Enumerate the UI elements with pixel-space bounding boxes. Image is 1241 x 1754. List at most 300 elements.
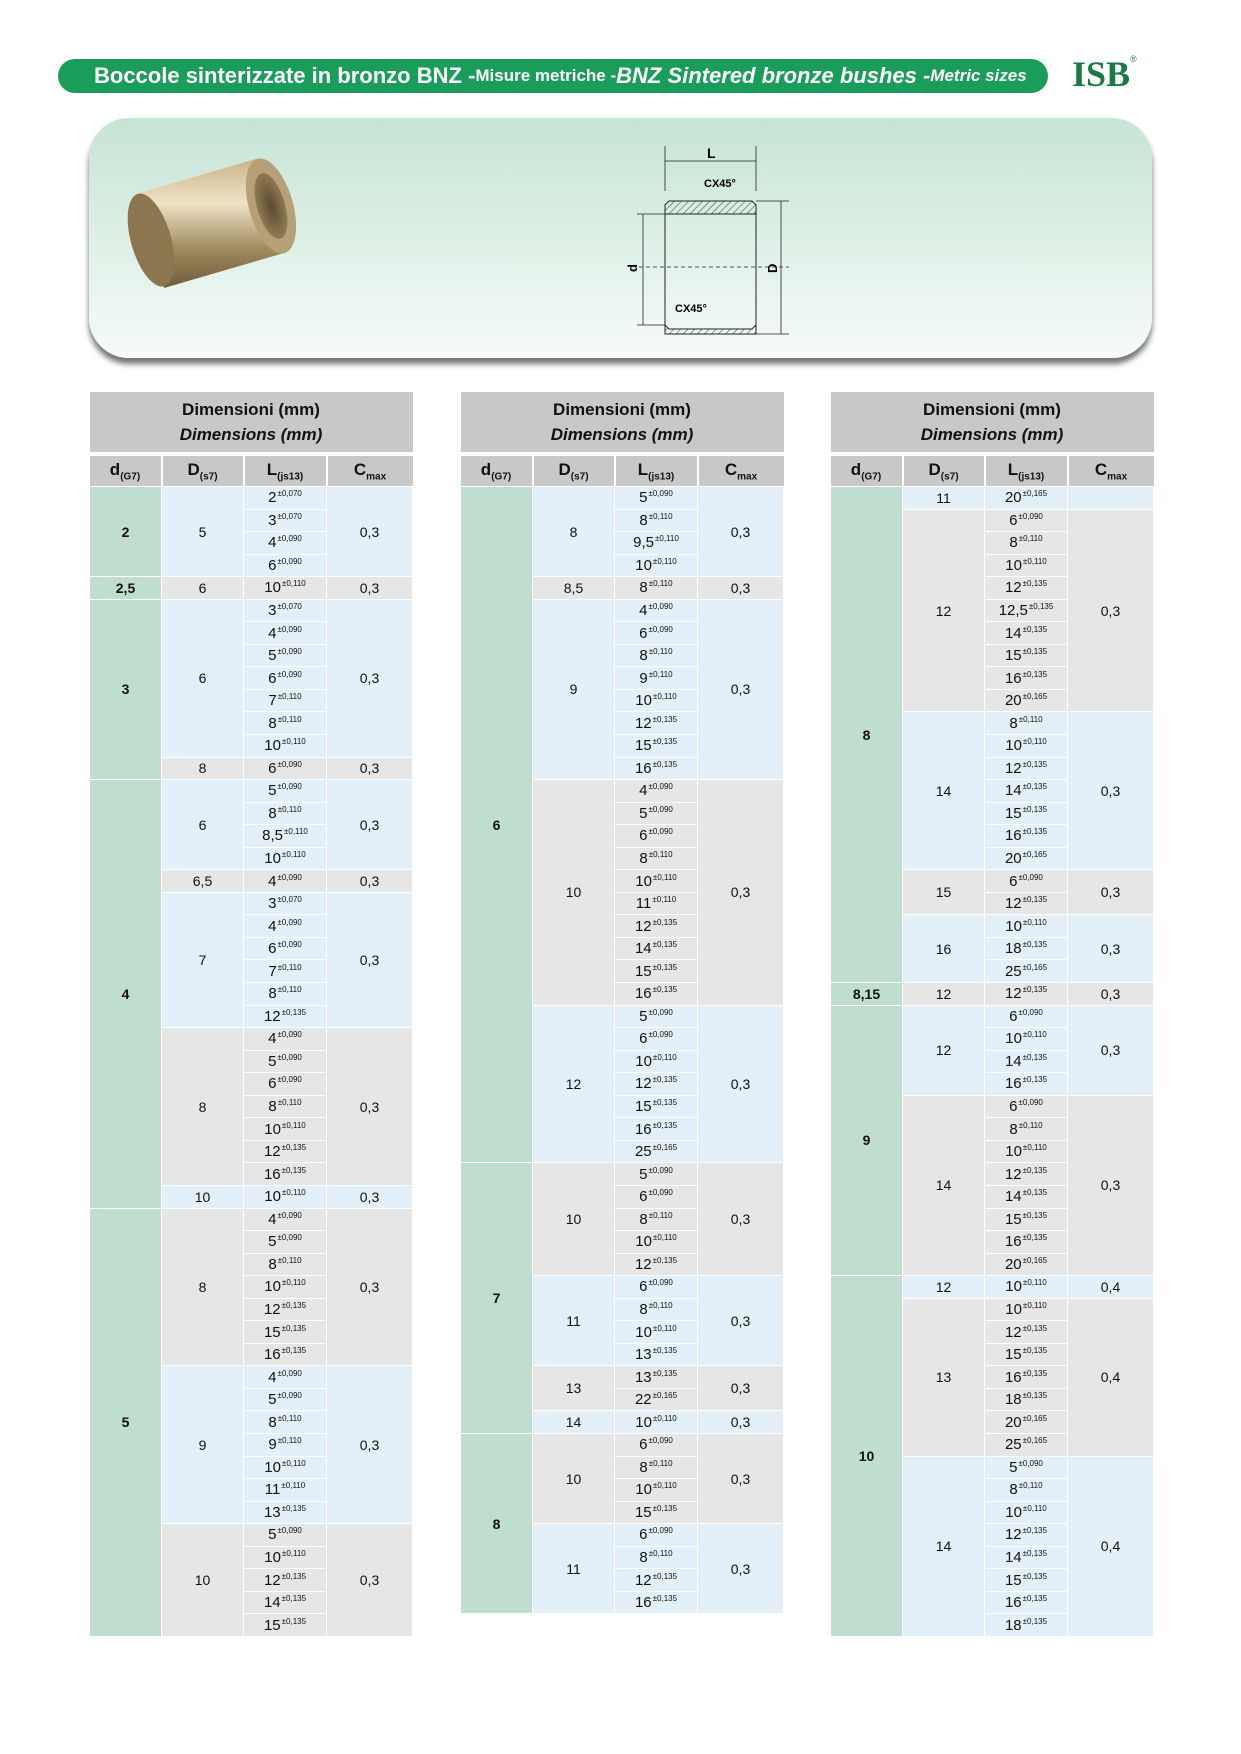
L-cell bbox=[615, 1298, 698, 1321]
L-cell bbox=[615, 757, 698, 780]
L-cell bbox=[615, 825, 698, 848]
L-value: 15 bbox=[1004, 1210, 1022, 1228]
D-cell: 11 bbox=[903, 487, 985, 510]
L-cell bbox=[615, 644, 698, 667]
L-tolerance: ±0,110 bbox=[281, 579, 306, 589]
L-tolerance: ±0,090 bbox=[277, 1526, 302, 1536]
L-value: 10 bbox=[1005, 1030, 1022, 1048]
L-tolerance: ±0,110 bbox=[1022, 1143, 1047, 1153]
L-value: 5 bbox=[268, 782, 277, 800]
L-tolerance: ±0,110 bbox=[652, 1052, 677, 1062]
L-value: 12 bbox=[634, 714, 652, 732]
L-tolerance: ±0,110 bbox=[281, 850, 306, 860]
L-value: 14 bbox=[1004, 1052, 1022, 1070]
col-D-header bbox=[162, 454, 244, 487]
L-cell bbox=[615, 1208, 698, 1231]
L-value: 12 bbox=[634, 917, 652, 935]
table-row bbox=[90, 780, 413, 803]
L-cell bbox=[985, 1501, 1068, 1524]
D-cell: 14 bbox=[903, 712, 985, 870]
logo-registered-mark: ® bbox=[1130, 54, 1137, 64]
L-tolerance: ±0,135 bbox=[652, 1098, 678, 1108]
C-cell: 0,4 bbox=[1068, 1276, 1154, 1299]
L-tolerance: ±0,090 bbox=[277, 1391, 302, 1401]
L-tolerance: ±0,070 bbox=[277, 489, 302, 499]
L-cell bbox=[615, 532, 698, 555]
L-value: 10 bbox=[264, 1548, 281, 1566]
L-cell bbox=[985, 1321, 1068, 1344]
L-tolerance: ±0,135 bbox=[1022, 669, 1048, 679]
L-tolerance: ±0,090 bbox=[648, 1188, 673, 1198]
L-tolerance: ±0,135 bbox=[652, 1255, 678, 1265]
L-tolerance: ±0,090 bbox=[648, 827, 673, 837]
L-tolerance: ±0,135 bbox=[1022, 579, 1048, 589]
L-tolerance: ±0,110 bbox=[652, 1233, 677, 1243]
L-cell bbox=[244, 1614, 327, 1637]
L-cell bbox=[615, 1095, 698, 1118]
L-tolerance: ±0,135 bbox=[1022, 1165, 1048, 1175]
L-value: 10 bbox=[1005, 556, 1022, 574]
L-value: 10 bbox=[1005, 1278, 1022, 1296]
L-value: 6 bbox=[268, 759, 277, 777]
d-cell: 8,15 bbox=[831, 983, 903, 1006]
D-cell: 14 bbox=[903, 1095, 985, 1275]
L-value: 8 bbox=[639, 850, 648, 868]
L-value: 12 bbox=[634, 1571, 652, 1589]
dimensions-table-3 bbox=[830, 392, 1153, 1637]
heading-en: Dimensions (mm) bbox=[920, 425, 1064, 444]
L-tolerance: ±0,135 bbox=[652, 1571, 678, 1581]
L-value: 8 bbox=[268, 1413, 277, 1431]
L-tolerance: ±0,135 bbox=[652, 917, 678, 927]
L-value: 8 bbox=[639, 579, 648, 597]
L-value: 5 bbox=[1009, 1458, 1018, 1476]
D-cell: 14 bbox=[903, 1456, 985, 1636]
L-value: 10 bbox=[264, 850, 281, 868]
L-cell bbox=[985, 1028, 1068, 1051]
L-cell bbox=[985, 1366, 1068, 1389]
L-cell bbox=[244, 712, 327, 735]
L-value: 16 bbox=[634, 1120, 652, 1138]
L-tolerance: ±0,090 bbox=[277, 940, 302, 950]
L-value: 8 bbox=[1009, 714, 1018, 732]
C-cell: 0,3 bbox=[698, 1524, 784, 1614]
L-value: 6 bbox=[268, 556, 277, 574]
L-value: 10 bbox=[1005, 1300, 1022, 1318]
L-value: 15 bbox=[263, 1616, 281, 1634]
L-tolerance: ±0,110 bbox=[1022, 1503, 1047, 1513]
L-value: 5 bbox=[639, 1165, 648, 1183]
C-cell: 0,3 bbox=[698, 487, 784, 577]
table-row bbox=[90, 487, 413, 510]
L-tolerance: ±0,090 bbox=[648, 1436, 673, 1446]
C-cell: 0,3 bbox=[327, 577, 413, 600]
L-cell bbox=[615, 1050, 698, 1073]
L-value: 6 bbox=[1009, 511, 1018, 529]
col-subscript: max bbox=[1107, 471, 1128, 483]
C-cell: 0,3 bbox=[698, 577, 784, 600]
L-value: 13 bbox=[634, 1368, 652, 1386]
col-subscript: (G7) bbox=[491, 471, 512, 483]
d-cell: 5 bbox=[90, 1208, 162, 1636]
L-value: 20 bbox=[1004, 1413, 1022, 1431]
D-cell: 8 bbox=[162, 757, 244, 780]
L-cell bbox=[985, 532, 1068, 555]
L-value: 12 bbox=[1004, 1165, 1022, 1183]
L-value: 10 bbox=[635, 1413, 652, 1431]
L-value: 8 bbox=[639, 1210, 648, 1228]
title-en-sub: Metric sizes bbox=[930, 66, 1027, 85]
col-C-header bbox=[1068, 454, 1154, 487]
D-cell: 12 bbox=[903, 1005, 985, 1095]
L-value: 6 bbox=[639, 827, 648, 845]
L-tolerance: ±0,070 bbox=[277, 511, 302, 521]
L-value: 6 bbox=[639, 1030, 648, 1048]
L-cell bbox=[244, 757, 327, 780]
L-tolerance: ±0,135 bbox=[281, 1323, 307, 1333]
L-value: 16 bbox=[1004, 827, 1022, 845]
L-cell bbox=[615, 780, 698, 803]
C-cell: 0,3 bbox=[327, 1185, 413, 1208]
L-cell bbox=[985, 577, 1068, 600]
L-cell bbox=[985, 554, 1068, 577]
L-value: 12 bbox=[263, 1143, 281, 1161]
L-value: 3 bbox=[268, 602, 277, 619]
L-tolerance: ±0,135 bbox=[1022, 985, 1048, 995]
L-tolerance: ±0,135 bbox=[281, 1594, 307, 1604]
L-value: 12 bbox=[1004, 579, 1022, 597]
L-cell bbox=[244, 870, 327, 893]
L-value: 12 bbox=[263, 1007, 281, 1025]
L-cell bbox=[985, 1343, 1068, 1366]
C-cell: 0,3 bbox=[1068, 1095, 1154, 1275]
L-cell bbox=[615, 870, 698, 893]
L-cell bbox=[244, 554, 327, 577]
L-value: 25 bbox=[1004, 962, 1022, 980]
L-cell bbox=[615, 1231, 698, 1254]
L-value: 8 bbox=[639, 511, 648, 529]
L-cell bbox=[244, 577, 327, 600]
L-cell bbox=[244, 1569, 327, 1592]
L-tolerance: ±0,135 bbox=[652, 962, 678, 972]
L-tolerance: ±0,135 bbox=[652, 1075, 678, 1085]
L-cell bbox=[615, 509, 698, 532]
L-tolerance: ±0,135 bbox=[1022, 1548, 1048, 1558]
L-cell bbox=[244, 1050, 327, 1073]
table-row bbox=[831, 983, 1154, 1006]
L-tolerance: ±0,135 bbox=[281, 1503, 307, 1513]
table-row bbox=[461, 1163, 784, 1186]
L-cell bbox=[615, 1546, 698, 1569]
L-tolerance: ±0,110 bbox=[1022, 1278, 1047, 1288]
dimensions-table bbox=[460, 392, 784, 1614]
L-value: 12,5 bbox=[998, 602, 1028, 619]
C-cell: 0,3 bbox=[327, 599, 413, 757]
D-cell: 10 bbox=[162, 1524, 244, 1637]
L-tolerance: ±0,135 bbox=[281, 1346, 307, 1356]
L-value: 18 bbox=[1004, 940, 1022, 958]
L-cell bbox=[244, 487, 327, 510]
heading-it: Dimensioni (mm) bbox=[553, 400, 691, 419]
D-cell: 12 bbox=[903, 1276, 985, 1299]
C-cell: 0,3 bbox=[327, 1366, 413, 1524]
C-cell: 0,3 bbox=[327, 870, 413, 893]
dimensions-heading bbox=[461, 392, 784, 454]
col-symbol: D bbox=[928, 459, 941, 479]
L-cell bbox=[985, 1050, 1068, 1073]
col-C-header bbox=[698, 454, 784, 487]
L-value: 15 bbox=[634, 962, 652, 980]
L-tolerance: ±0,090 bbox=[648, 1030, 673, 1040]
L-tolerance: ±0,165 bbox=[1022, 962, 1048, 972]
col-subscript: (G7) bbox=[861, 471, 882, 483]
L-tolerance: ±0,110 bbox=[277, 692, 302, 702]
L-tolerance: ±0,110 bbox=[281, 1188, 306, 1198]
d-cell: 3 bbox=[90, 599, 162, 779]
C-cell bbox=[1068, 487, 1154, 510]
L-value: 18 bbox=[1004, 1616, 1022, 1634]
L-value: 12 bbox=[634, 1255, 652, 1273]
L-cell bbox=[985, 1569, 1068, 1592]
L-tolerance: ±0,110 bbox=[1018, 1120, 1043, 1130]
L-tolerance: ±0,070 bbox=[277, 602, 302, 611]
L-tolerance: ±0,135 bbox=[1022, 827, 1048, 837]
L-tolerance: ±0,110 bbox=[652, 1481, 677, 1491]
L-value: 13 bbox=[263, 1503, 281, 1521]
L-cell bbox=[244, 1028, 327, 1051]
L-tolerance: ±0,135 bbox=[1022, 1368, 1048, 1378]
L-cell bbox=[244, 1366, 327, 1389]
L-value: 16 bbox=[263, 1165, 281, 1183]
L-tolerance: ±0,090 bbox=[648, 1278, 673, 1288]
L-value: 10 bbox=[635, 1323, 652, 1341]
L-cell bbox=[244, 1343, 327, 1366]
dimensions-table bbox=[89, 392, 413, 1637]
L-tolerance: ±0,135 bbox=[281, 1300, 307, 1310]
col-symbol: d bbox=[109, 459, 121, 479]
L-value: 14 bbox=[1004, 782, 1022, 800]
L-value: 5 bbox=[639, 1007, 648, 1025]
L-value: 10 bbox=[635, 872, 652, 890]
L-tolerance: ±0,110 bbox=[648, 511, 673, 521]
L-tolerance: ±0,165 bbox=[652, 1143, 678, 1153]
L-value: 15 bbox=[1004, 1346, 1022, 1364]
C-cell: 0,3 bbox=[327, 1028, 413, 1186]
L-cell bbox=[244, 509, 327, 532]
col-L-header bbox=[615, 454, 698, 487]
L-cell bbox=[244, 1411, 327, 1434]
L-cell bbox=[615, 1140, 698, 1163]
table-row bbox=[90, 599, 413, 622]
L-value: 14 bbox=[263, 1594, 281, 1612]
L-tolerance: ±0,135 bbox=[1022, 1571, 1048, 1581]
L-value: 12 bbox=[1004, 985, 1022, 1003]
L-tolerance: ±0,090 bbox=[648, 804, 673, 814]
table-row bbox=[90, 577, 413, 600]
L-cell bbox=[985, 825, 1068, 848]
L-value: 9 bbox=[639, 669, 648, 687]
L-tolerance: ±0,165 bbox=[1022, 850, 1048, 860]
col-symbol: D bbox=[187, 459, 200, 479]
L-tolerance: ±0,110 bbox=[277, 714, 302, 724]
d-cell: 4 bbox=[90, 780, 162, 1208]
L-value: 6 bbox=[1009, 1007, 1018, 1025]
L-cell bbox=[615, 802, 698, 825]
L-tolerance: ±0,135 bbox=[1022, 804, 1048, 814]
L-tolerance: ±0,110 bbox=[1022, 1030, 1047, 1040]
L-tolerance: ±0,135 bbox=[652, 1120, 678, 1130]
C-cell: 0,3 bbox=[698, 1005, 784, 1163]
L-cell bbox=[244, 1388, 327, 1411]
L-value: 3 bbox=[268, 511, 277, 529]
L-value: 16 bbox=[1004, 1368, 1022, 1386]
L-value: 20 bbox=[1004, 850, 1022, 868]
L-cell bbox=[244, 1276, 327, 1299]
label-cx-bottom: CX45° bbox=[675, 303, 707, 315]
L-tolerance: ±0,135 bbox=[652, 940, 678, 950]
L-value: 10 bbox=[635, 556, 652, 574]
L-cell bbox=[985, 1118, 1068, 1141]
L-value: 5 bbox=[268, 1233, 277, 1251]
technical-drawing bbox=[619, 136, 819, 336]
L-value: 6 bbox=[639, 624, 648, 642]
L-tolerance: ±0,165 bbox=[1022, 692, 1048, 702]
L-tolerance: ±0,135 bbox=[1022, 647, 1048, 657]
L-value: 13 bbox=[634, 1346, 652, 1364]
L-tolerance: ±0,135 bbox=[652, 1503, 678, 1513]
L-tolerance: ±0,110 bbox=[277, 1436, 302, 1446]
C-cell: 0,3 bbox=[698, 780, 784, 1005]
L-cell bbox=[244, 1321, 327, 1344]
table-row bbox=[831, 1005, 1154, 1028]
L-cell bbox=[615, 1479, 698, 1502]
d-cell: 6 bbox=[461, 487, 533, 1163]
col-symbol: L bbox=[637, 459, 649, 479]
col-subscript: (G7) bbox=[120, 471, 141, 483]
L-cell bbox=[244, 1163, 327, 1186]
L-value: 8 bbox=[639, 647, 648, 665]
table-row bbox=[831, 487, 1154, 510]
col-L-header bbox=[985, 454, 1068, 487]
L-cell bbox=[985, 509, 1068, 532]
L-cell bbox=[985, 870, 1068, 893]
L-cell bbox=[985, 1479, 1068, 1502]
L-tolerance: ±0,110 bbox=[277, 1098, 302, 1108]
D-cell: 8,5 bbox=[533, 577, 615, 600]
C-cell: 0,3 bbox=[327, 1208, 413, 1366]
D-cell: 12 bbox=[903, 509, 985, 712]
L-tolerance: ±0,135 bbox=[1022, 624, 1048, 634]
L-cell bbox=[615, 937, 698, 960]
L-cell bbox=[615, 622, 698, 645]
L-value: 15 bbox=[634, 1098, 652, 1116]
table-row bbox=[461, 487, 784, 510]
L-cell bbox=[615, 915, 698, 938]
L-value: 8 bbox=[268, 804, 277, 822]
L-cell bbox=[985, 1208, 1068, 1231]
L-tolerance: ±0,110 bbox=[1022, 737, 1047, 747]
L-value: 15 bbox=[1004, 1571, 1022, 1589]
L-tolerance: ±0,135 bbox=[652, 1346, 678, 1356]
L-cell bbox=[985, 1591, 1068, 1614]
L-cell bbox=[985, 712, 1068, 735]
L-tolerance: ±0,110 bbox=[648, 1210, 673, 1220]
L-cell bbox=[985, 1140, 1068, 1163]
col-subscript: (s7) bbox=[940, 471, 959, 483]
C-cell: 0,3 bbox=[1068, 915, 1154, 983]
L-cell bbox=[244, 1185, 327, 1208]
C-cell: 0,3 bbox=[327, 757, 413, 780]
L-value: 14 bbox=[1004, 1188, 1022, 1206]
L-value: 16 bbox=[634, 985, 652, 1003]
L-cell bbox=[244, 689, 327, 712]
L-value: 20 bbox=[1004, 489, 1022, 507]
L-cell bbox=[615, 1028, 698, 1051]
col-symbol: L bbox=[266, 459, 278, 479]
L-value: 10 bbox=[635, 1233, 652, 1251]
D-cell: 15 bbox=[903, 870, 985, 915]
L-tolerance: ±0,090 bbox=[277, 917, 302, 927]
L-tolerance: ±0,090 bbox=[1018, 511, 1043, 521]
d-cell: 7 bbox=[461, 1163, 533, 1434]
D-cell: 14 bbox=[533, 1411, 615, 1434]
D-cell: 16 bbox=[903, 915, 985, 983]
L-tolerance: ±0,090 bbox=[277, 669, 302, 679]
L-value: 12 bbox=[263, 1300, 281, 1318]
title-it-sub: Misure metriche - bbox=[475, 66, 617, 85]
L-cell bbox=[615, 1388, 698, 1411]
dimensions-heading bbox=[831, 392, 1154, 454]
L-tolerance: ±0,090 bbox=[277, 1052, 302, 1062]
L-value: 20 bbox=[1004, 692, 1022, 710]
col-subscript: (js13) bbox=[648, 471, 675, 483]
d-cell: 2,5 bbox=[90, 577, 162, 600]
D-cell: 13 bbox=[533, 1366, 615, 1411]
L-cell bbox=[985, 689, 1068, 712]
L-tolerance: ±0,090 bbox=[1018, 1007, 1043, 1017]
L-value: 6 bbox=[639, 1526, 648, 1544]
L-cell bbox=[985, 1614, 1068, 1637]
heading-en: Dimensions (mm) bbox=[550, 425, 694, 444]
L-tolerance: ±0,110 bbox=[281, 1458, 306, 1468]
L-value: 12 bbox=[1004, 1323, 1022, 1341]
C-cell: 0,3 bbox=[327, 487, 413, 577]
L-cell bbox=[985, 1253, 1068, 1276]
title-banner bbox=[58, 59, 1048, 93]
C-cell: 0,3 bbox=[698, 599, 784, 779]
L-cell bbox=[244, 1231, 327, 1254]
dimensions-table-1 bbox=[89, 392, 412, 1637]
L-cell bbox=[615, 1433, 698, 1456]
L-value: 18 bbox=[1004, 1391, 1022, 1409]
L-value: 15 bbox=[634, 1503, 652, 1521]
L-value: 8,5 bbox=[262, 827, 284, 845]
L-value: 10 bbox=[635, 1481, 652, 1499]
L-cell bbox=[615, 487, 698, 510]
L-tolerance: ±0,110 bbox=[281, 737, 306, 747]
L-value: 15 bbox=[1004, 804, 1022, 822]
L-value: 10 bbox=[264, 1120, 281, 1138]
L-tolerance: ±0,110 bbox=[652, 1413, 677, 1423]
L-tolerance: ±0,135 bbox=[652, 759, 678, 769]
D-cell: 12 bbox=[533, 1005, 615, 1163]
L-cell bbox=[244, 1433, 327, 1456]
L-cell bbox=[985, 1231, 1068, 1254]
L-value: 6 bbox=[268, 1075, 277, 1093]
L-cell bbox=[985, 1276, 1068, 1299]
L-tolerance: ±0,090 bbox=[1018, 1458, 1043, 1468]
L-tolerance: ±0,110 bbox=[277, 962, 302, 972]
